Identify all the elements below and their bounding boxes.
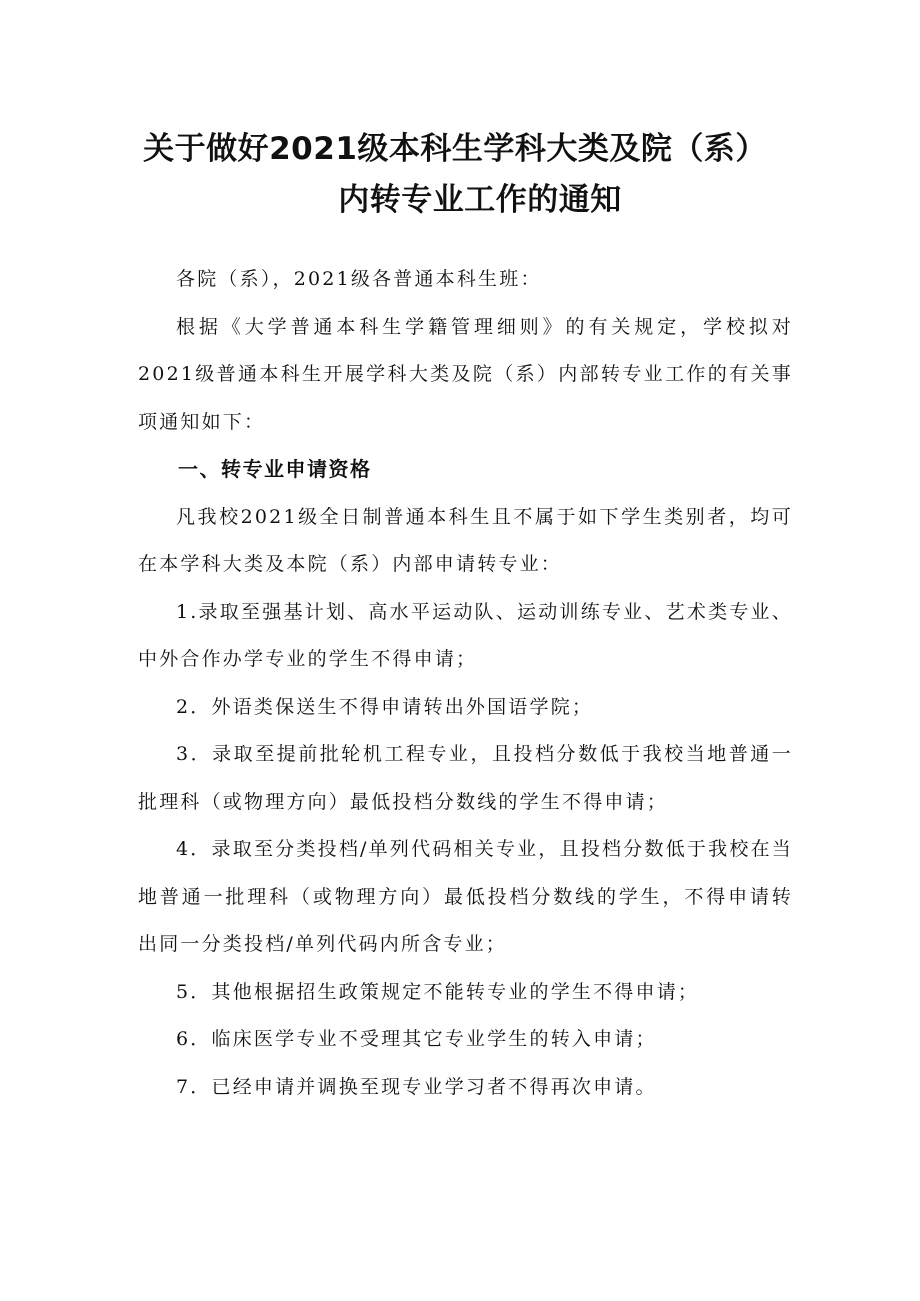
list-item-6: 6．临床医学专业不受理其它专业学生的转入申请； bbox=[176, 1028, 657, 1050]
document-body bbox=[138, 256, 793, 1111]
intro-paragraph: 根据《大学普通本科生学籍管理细则》的有关规定，学校拟对2021级普通本科生开展学科大类及院（系）内部转专业工作的有关事项通知如下： bbox=[138, 315, 793, 433]
document-title-line-2: 内转专业工作的通知 bbox=[338, 182, 622, 218]
salutation: 各院（系），2021级各普通本科生班： bbox=[176, 268, 542, 290]
list-item-4: 4．录取至分类投档/单列代码相关专业，且投档分数低于我校在当地普通一批理科（或物理方向）最低投档分数线的学生，不得申请转出同一分类投档/单列代码内所含专业； bbox=[138, 838, 793, 955]
list-item-7: 7．已经申请并调换至现专业学习者不得再次申请。 bbox=[176, 1075, 657, 1098]
list-item-3: 3．录取至提前批轮机工程专业，且投档分数低于我校当地普通一批理科（或物理方向）最低投档分数线的学生不得申请； bbox=[138, 743, 793, 813]
list-item-1: 1.录取至强基计划、高水平运动队、运动训练专业、艺术类专业、中外合作办学专业的学生不得申请； bbox=[138, 600, 793, 670]
list-item-5: 5．其他根据招生政策规定不能转专业的学生不得申请； bbox=[176, 980, 700, 1003]
list-item-2: 2．外语类保送生不得申请转出外国语学院； bbox=[176, 695, 594, 718]
section-heading-eligibility: 一、转专业申请资格 bbox=[178, 457, 372, 481]
document-title-line-1: 关于做好2021级本科生学科大类及院（系） bbox=[143, 131, 767, 167]
section-intro-paragraph: 凡我校2021级全日制普通本科生且不属于如下学生类别者，均可在本学科大类及本院（系）内部申请转专业： bbox=[138, 505, 793, 575]
